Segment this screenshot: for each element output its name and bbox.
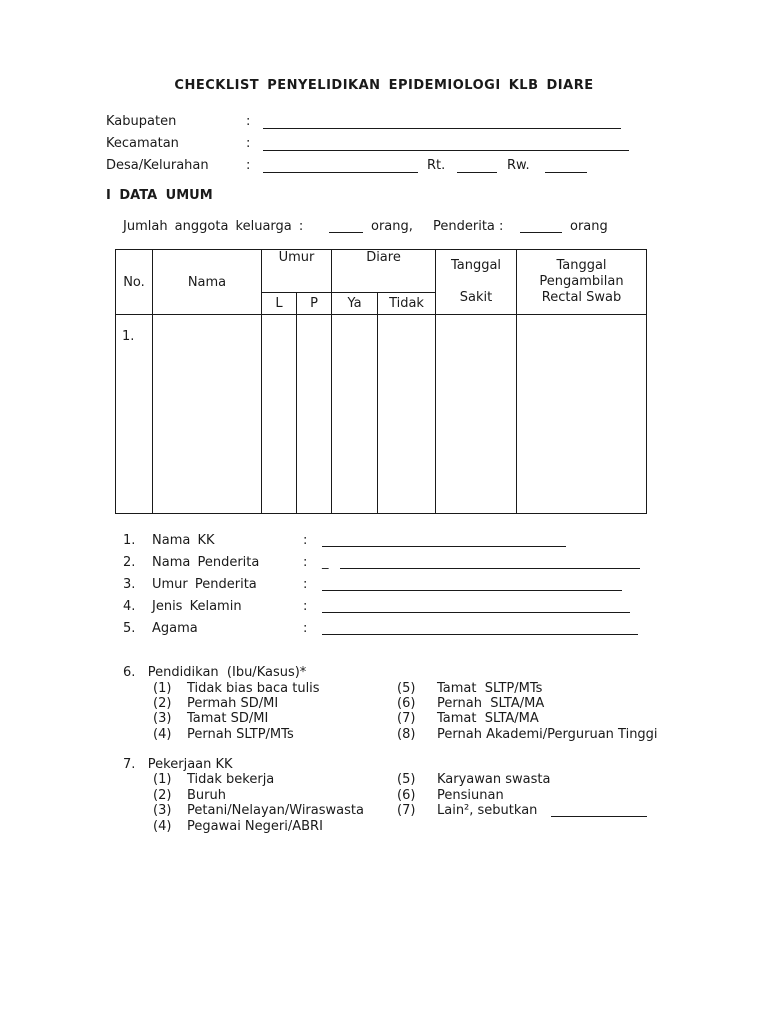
kecamatan-field[interactable] xyxy=(263,150,629,151)
pendidikan-heading: 6. Pendidikan (Ibu/Kasus)* xyxy=(123,665,307,680)
section-heading: I DATA UMUM xyxy=(106,188,213,203)
field-1-label: Nama KK xyxy=(152,533,215,548)
pendidikan-6-text[interactable]: Pernah SLTA/MA xyxy=(437,696,545,711)
header-tidak: Tidak xyxy=(378,293,436,315)
row-tanggal-cell[interactable] xyxy=(436,315,517,514)
header-umur-text: Umur xyxy=(278,250,315,265)
header-tanggal-sakit xyxy=(436,250,517,315)
pekerjaan-7-code: (7) xyxy=(397,803,416,818)
penderita-field[interactable] xyxy=(520,232,562,233)
pekerjaan-2-text[interactable]: Buruh xyxy=(187,788,226,803)
page-title: CHECKLIST PENYELIDIKAN EPIDEMIOLOGI KLB DIARE xyxy=(174,78,594,93)
row-no: 1. xyxy=(116,315,153,514)
kecamatan-label: Kecamatan xyxy=(106,136,179,151)
row-p-cell[interactable] xyxy=(297,315,332,514)
pendidikan-3-code: (3) xyxy=(153,711,172,726)
field-2-label: Nama Penderita xyxy=(152,555,260,570)
desa-colon: : xyxy=(246,158,251,173)
pendidikan-5-code: (5) xyxy=(397,681,416,696)
orang-label-2: orang xyxy=(570,219,608,234)
field-5-num: 5. xyxy=(123,621,136,636)
table-row xyxy=(116,315,647,514)
pendidikan-2-code: (2) xyxy=(153,696,172,711)
pendidikan-1-code: (1) xyxy=(153,681,172,696)
field-5-label: Agama xyxy=(152,621,198,636)
jumlah-field[interactable] xyxy=(329,232,363,233)
row-rectal-cell[interactable] xyxy=(517,315,647,514)
row-nama-cell[interactable] xyxy=(153,315,262,514)
row-ya-cell[interactable] xyxy=(332,315,378,514)
header-ya: Ya xyxy=(332,293,378,315)
pekerjaan-4-code: (4) xyxy=(153,819,172,834)
header-rectal-text: Rectal Swab xyxy=(541,290,622,305)
header-nama: Nama xyxy=(153,250,262,315)
penderita-label: Penderita : xyxy=(433,219,504,234)
rw-field[interactable] xyxy=(545,172,587,173)
jenis-kelamin-field[interactable] xyxy=(322,612,630,613)
pekerjaan-1-text[interactable]: Tidak bekerja xyxy=(187,772,275,787)
rt-field[interactable] xyxy=(457,172,497,173)
pekerjaan-3-text[interactable]: Petani/Nelayan/Wiraswasta xyxy=(187,803,364,818)
rw-label: Rw. xyxy=(507,158,530,173)
pekerjaan-4-text[interactable]: Pegawai Negeri/ABRI xyxy=(187,819,323,834)
field-1-num: 1. xyxy=(123,533,136,548)
pekerjaan-5-text[interactable]: Karyawan swasta xyxy=(437,772,551,787)
pendidikan-2-text[interactable]: Permah SD/MI xyxy=(187,696,279,711)
rt-label: Rt. xyxy=(427,158,446,173)
pendidikan-3-text[interactable]: Tamat SD/MI xyxy=(187,711,269,726)
family-table xyxy=(115,249,647,514)
pekerjaan-6-code: (6) xyxy=(397,788,416,803)
kabupaten-colon: : xyxy=(246,114,251,129)
nama-kk-field[interactable] xyxy=(322,546,566,547)
kabupaten-label: Kabupaten xyxy=(106,114,177,129)
pekerjaan-7-text[interactable]: Lain², sebutkan xyxy=(437,803,538,818)
field-4-label: Jenis Kelamin xyxy=(152,599,242,614)
pendidikan-4-text[interactable]: Pernah SLTP/MTs xyxy=(187,727,294,742)
pendidikan-7-code: (7) xyxy=(397,711,416,726)
kabupaten-field[interactable] xyxy=(263,128,621,129)
umur-penderita-field[interactable] xyxy=(322,590,622,591)
desa-field[interactable] xyxy=(263,172,418,173)
pendidikan-8-text[interactable]: Pernah Akademi/Perguruan Tinggi xyxy=(437,727,658,742)
header-sakit-text: Sakit xyxy=(459,290,493,305)
row-l-cell[interactable] xyxy=(262,315,297,514)
field-2-colon: : xyxy=(303,555,308,570)
header-umur xyxy=(262,250,332,293)
orang-label-1: orang, xyxy=(371,219,413,234)
pekerjaan-3-code: (3) xyxy=(153,803,172,818)
pendidikan-4-code: (4) xyxy=(153,727,172,742)
field-3-colon: : xyxy=(303,577,308,592)
row-tidak-cell[interactable] xyxy=(378,315,436,514)
pekerjaan-2-code: (2) xyxy=(153,788,172,803)
jumlah-label: Jumlah anggota keluarga : xyxy=(123,219,304,234)
pendidikan-7-text[interactable]: Tamat SLTA/MA xyxy=(437,711,539,726)
header-l: L xyxy=(262,293,297,315)
pekerjaan-1-code: (1) xyxy=(153,772,172,787)
header-pengambilan-text: Pengambilan xyxy=(539,274,624,289)
pendidikan-5-text[interactable]: Tamat SLTP/MTs xyxy=(437,681,543,696)
header-tanggal-text: Tanggal xyxy=(450,258,502,273)
header-tanggal-rectal xyxy=(517,250,647,315)
pendidikan-8-code: (8) xyxy=(397,727,416,742)
pekerjaan-5-code: (5) xyxy=(397,772,416,787)
nama-penderita-field[interactable] xyxy=(340,568,640,569)
field-3-num: 3. xyxy=(123,577,136,592)
kecamatan-colon: : xyxy=(246,136,251,151)
header-p: P xyxy=(297,293,332,315)
pendidikan-1-text[interactable]: Tidak bias baca tulis xyxy=(187,681,320,696)
field-2-prefix: _ xyxy=(322,555,329,570)
field-3-label: Umur Penderita xyxy=(152,577,257,592)
desa-label: Desa/Kelurahan xyxy=(106,158,209,173)
pendidikan-6-code: (6) xyxy=(397,696,416,711)
header-tanggal2-text: Tanggal xyxy=(556,258,607,273)
agama-field[interactable] xyxy=(322,634,638,635)
field-4-num: 4. xyxy=(123,599,136,614)
header-diare-text: Diare xyxy=(366,250,401,265)
pekerjaan-6-text[interactable]: Pensiunan xyxy=(437,788,504,803)
field-2-num: 2. xyxy=(123,555,136,570)
lain-sebutkan-field[interactable] xyxy=(551,816,647,817)
pekerjaan-heading: 7. Pekerjaan KK xyxy=(123,757,233,772)
field-4-colon: : xyxy=(303,599,308,614)
field-5-colon: : xyxy=(303,621,308,636)
header-no: No. xyxy=(116,250,153,315)
field-1-colon: : xyxy=(303,533,308,548)
header-diare xyxy=(332,250,436,293)
